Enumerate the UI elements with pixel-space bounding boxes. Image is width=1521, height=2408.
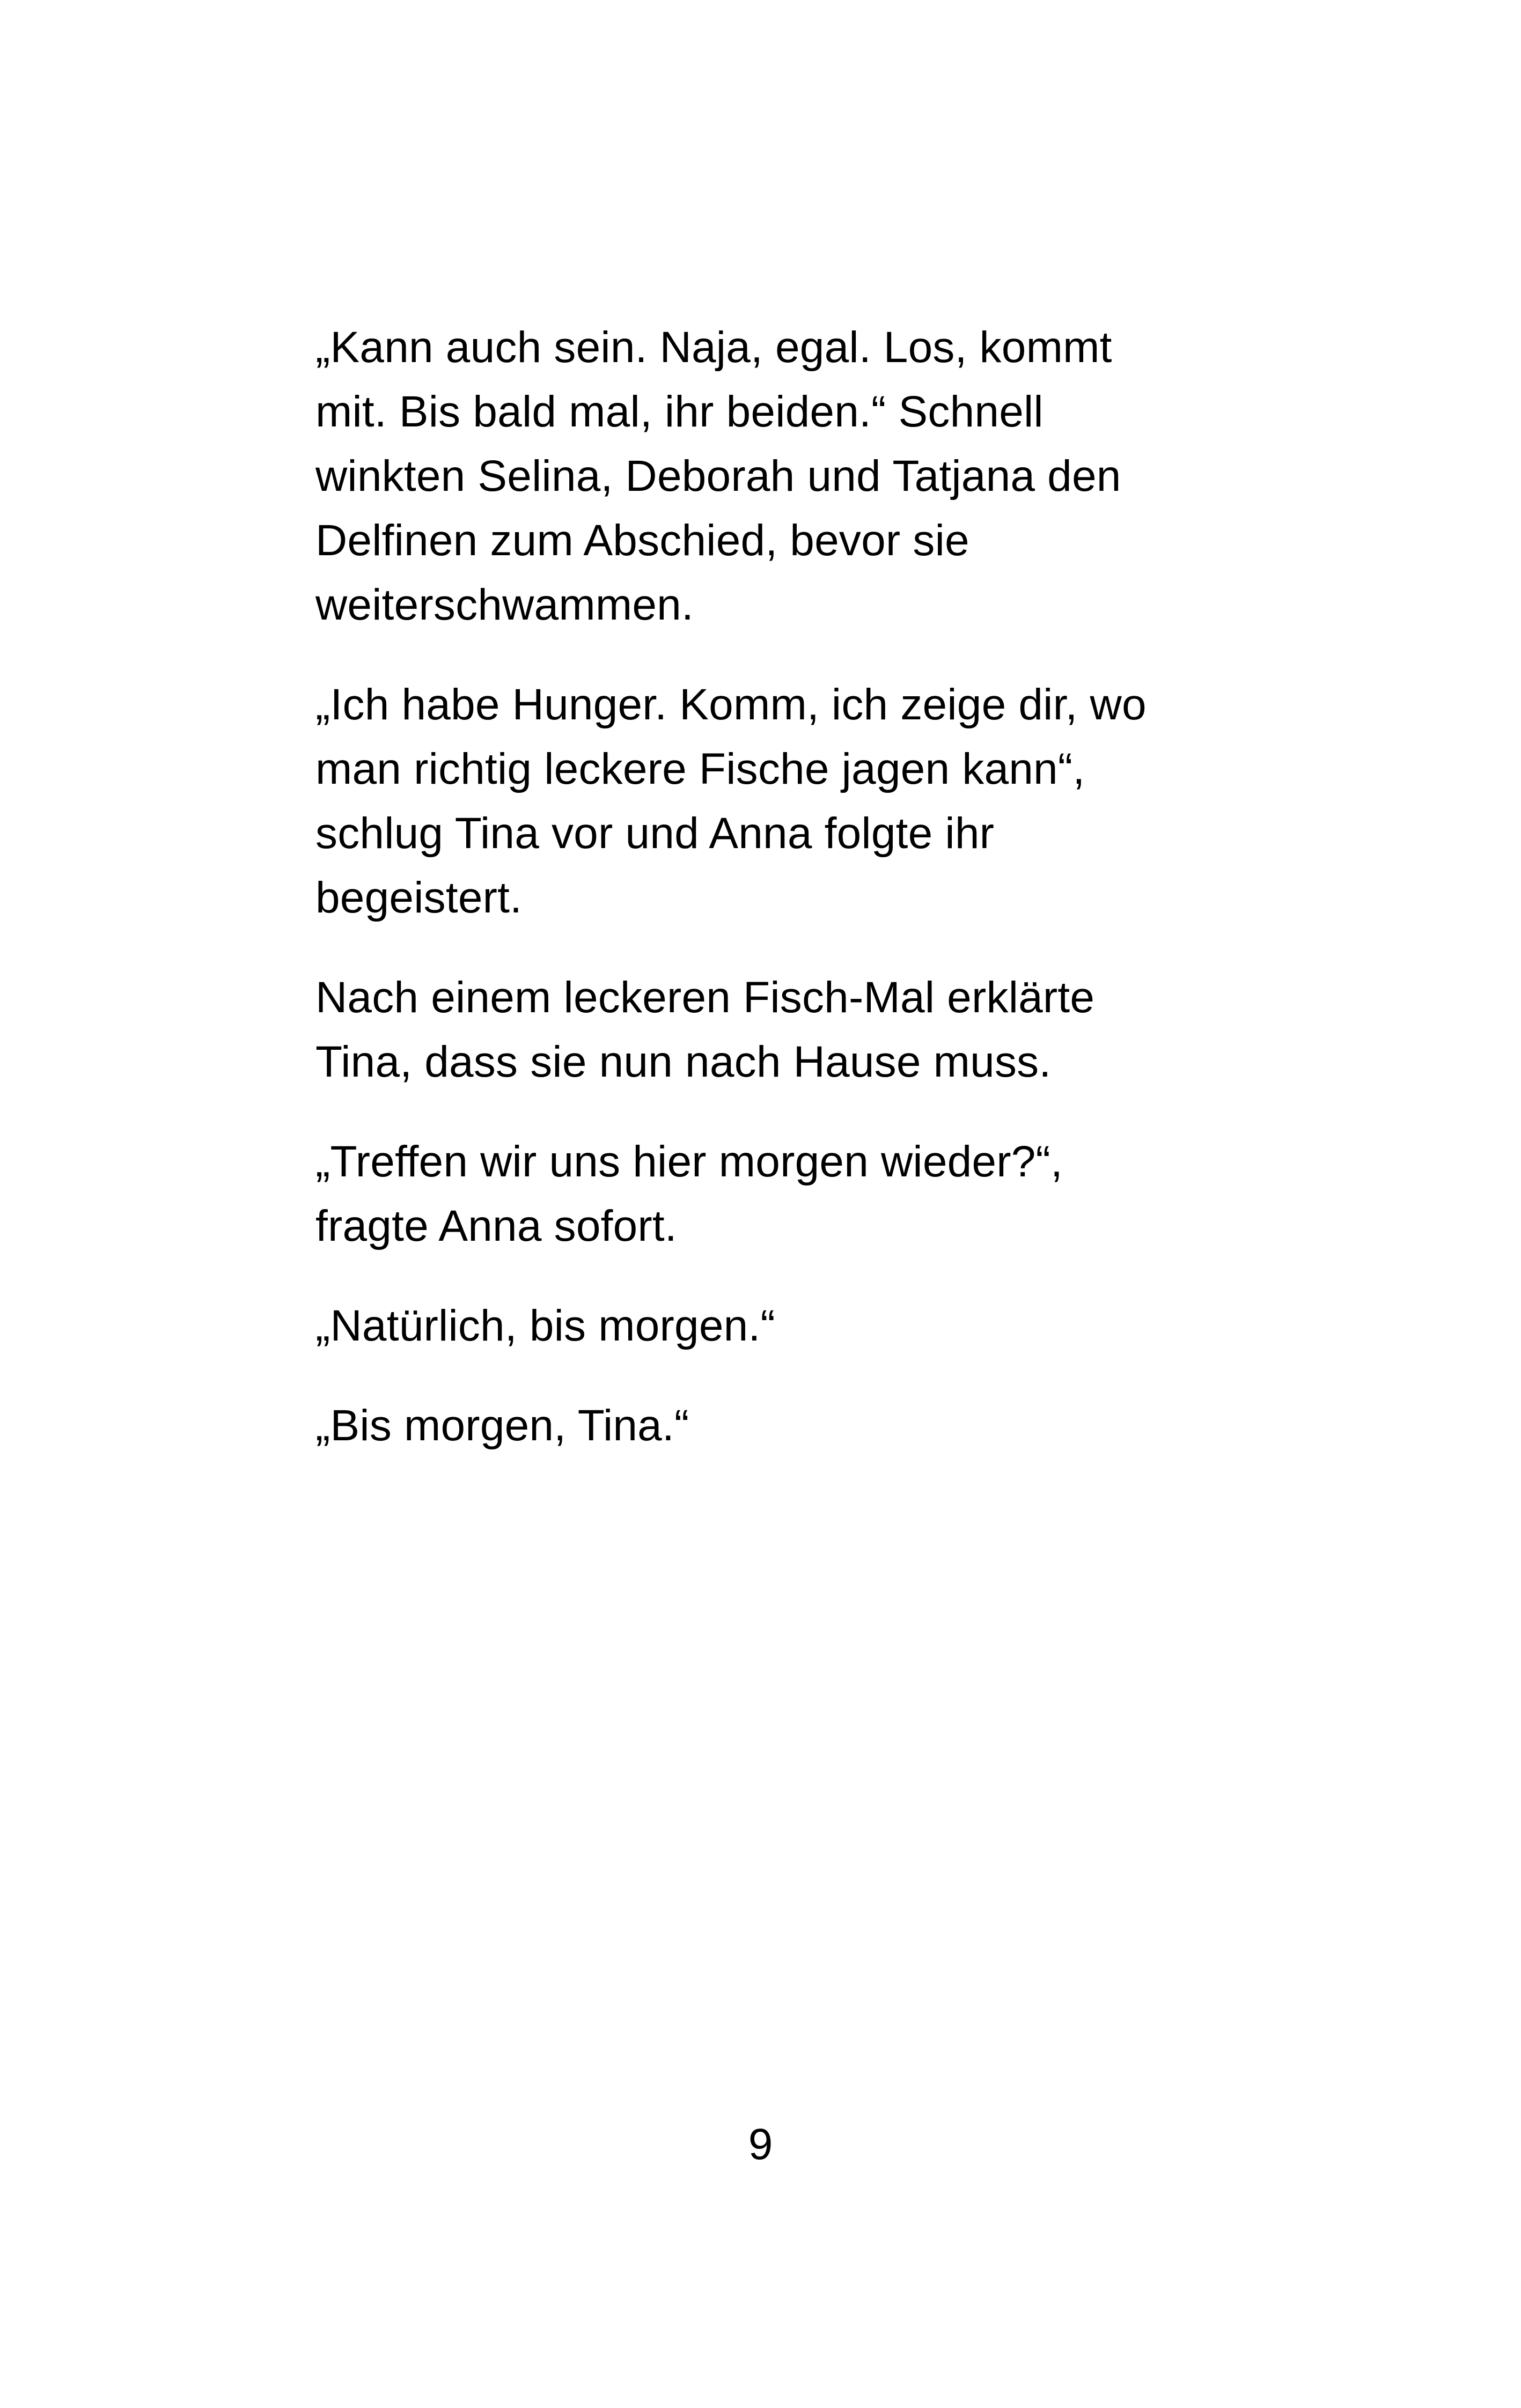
paragraph-4 bbox=[315, 1130, 1238, 1258]
text-line: „Bis morgen, Tina.“ bbox=[315, 1401, 689, 1450]
text-line: „Ich habe Hunger. Komm, ich zeige dir, wo bbox=[315, 680, 1147, 729]
text-line: man richtig leckere Fische jagen kann“, bbox=[315, 745, 1085, 793]
paragraph-6 bbox=[315, 1394, 1238, 1458]
text-line: begeistert. bbox=[315, 873, 523, 922]
text-line: Nach einem leckeren Fisch-Mal erklärte bbox=[315, 973, 1095, 1022]
paragraph-1 bbox=[315, 315, 1238, 637]
text-line: Tina, dass sie nun nach Hause muss. bbox=[315, 1037, 1052, 1086]
text-line: „Treffen wir uns hier morgen wieder?“, bbox=[315, 1137, 1063, 1186]
text-line: Delfinen zum Abschied, bevor sie bbox=[315, 516, 969, 565]
text-line: mit. Bis bald mal, ihr beiden.“ Schnell bbox=[315, 387, 1044, 436]
text-line: weiterschwammen. bbox=[315, 580, 694, 629]
paragraph-3 bbox=[315, 966, 1238, 1094]
page-number: 9 bbox=[748, 2120, 773, 2169]
text-line: „Natürlich, bis morgen.“ bbox=[315, 1301, 775, 1350]
text-line: „Kann auch sein. Naja, egal. Los, kommt bbox=[315, 323, 1112, 372]
body-text bbox=[315, 315, 1238, 1458]
text-line: schlug Tina vor und Anna folgte ihr bbox=[315, 809, 995, 858]
text-line: fragte Anna sofort. bbox=[315, 1202, 677, 1250]
paragraph-2 bbox=[315, 673, 1238, 930]
text-line: winkten Selina, Deborah und Tatjana den bbox=[315, 452, 1121, 500]
paragraph-5 bbox=[315, 1294, 1238, 1358]
